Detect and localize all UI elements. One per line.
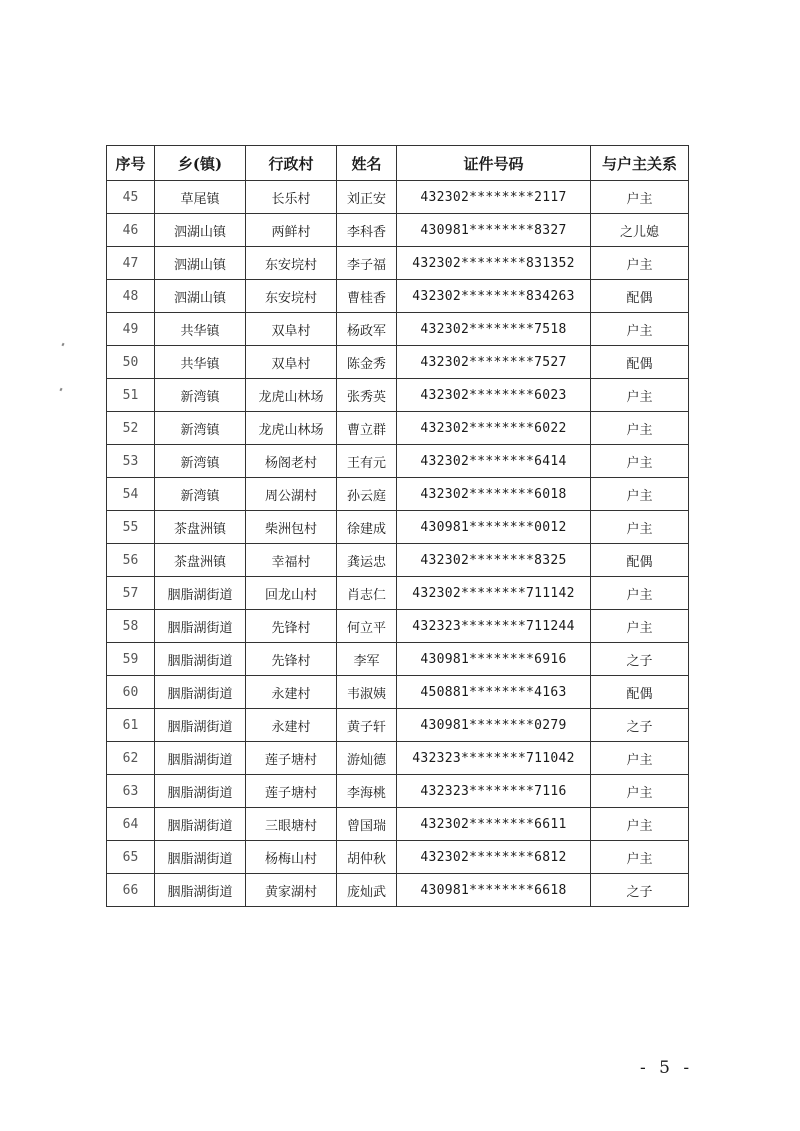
table-row bbox=[107, 412, 689, 445]
cell-relation: 之子 bbox=[591, 874, 689, 907]
cell-relation: 户主 bbox=[591, 247, 689, 280]
cell-id-number: 432302********7518 bbox=[397, 313, 591, 346]
cell-village: 东安垸村 bbox=[246, 280, 337, 313]
cell-township: 新湾镇 bbox=[155, 478, 246, 511]
table-row bbox=[107, 841, 689, 874]
cell-relation: 户主 bbox=[591, 610, 689, 643]
table-row bbox=[107, 280, 689, 313]
table-row bbox=[107, 643, 689, 676]
header-name: 姓名 bbox=[337, 146, 397, 181]
cell-id-number: 432323********711244 bbox=[397, 610, 591, 643]
cell-index: 48 bbox=[107, 280, 155, 313]
cell-township: 胭脂湖街道 bbox=[155, 841, 246, 874]
cell-township: 泗湖山镇 bbox=[155, 214, 246, 247]
cell-township: 胭脂湖街道 bbox=[155, 874, 246, 907]
cell-township: 胭脂湖街道 bbox=[155, 610, 246, 643]
cell-id-number: 432302********7527 bbox=[397, 346, 591, 379]
cell-index: 45 bbox=[107, 181, 155, 214]
cell-township: 共华镇 bbox=[155, 313, 246, 346]
cell-name: 李子福 bbox=[337, 247, 397, 280]
cell-name: 孙云庭 bbox=[337, 478, 397, 511]
cell-id-number: 432302********6018 bbox=[397, 478, 591, 511]
header-id-number: 证件号码 bbox=[397, 146, 591, 181]
cell-relation: 配偶 bbox=[591, 280, 689, 313]
cell-index: 59 bbox=[107, 643, 155, 676]
cell-id-number: 430981********8327 bbox=[397, 214, 591, 247]
cell-relation: 户主 bbox=[591, 511, 689, 544]
cell-name: 陈金秀 bbox=[337, 346, 397, 379]
cell-relation: 之儿媳 bbox=[591, 214, 689, 247]
cell-township: 胭脂湖街道 bbox=[155, 577, 246, 610]
cell-relation: 户主 bbox=[591, 577, 689, 610]
cell-village: 双阜村 bbox=[246, 313, 337, 346]
header-township: 乡(镇) bbox=[155, 146, 246, 181]
cell-relation: 户主 bbox=[591, 181, 689, 214]
header-village: 行政村 bbox=[246, 146, 337, 181]
table-row bbox=[107, 214, 689, 247]
cell-village: 莲子塘村 bbox=[246, 742, 337, 775]
cell-name: 曾国瑞 bbox=[337, 808, 397, 841]
cell-index: 54 bbox=[107, 478, 155, 511]
table-row bbox=[107, 808, 689, 841]
cell-name: 何立平 bbox=[337, 610, 397, 643]
cell-village: 先锋村 bbox=[246, 643, 337, 676]
cell-id-number: 430981********6916 bbox=[397, 643, 591, 676]
cell-village: 龙虎山林场 bbox=[246, 379, 337, 412]
cell-township: 泗湖山镇 bbox=[155, 280, 246, 313]
header-index: 序号 bbox=[107, 146, 155, 181]
cell-name: 胡仲秋 bbox=[337, 841, 397, 874]
cell-name: 李海桃 bbox=[337, 775, 397, 808]
cell-index: 65 bbox=[107, 841, 155, 874]
cell-name: 肖志仁 bbox=[337, 577, 397, 610]
cell-index: 60 bbox=[107, 676, 155, 709]
cell-relation: 配偶 bbox=[591, 676, 689, 709]
cell-index: 53 bbox=[107, 445, 155, 478]
cell-id-number: 432302********711142 bbox=[397, 577, 591, 610]
cell-village: 三眼塘村 bbox=[246, 808, 337, 841]
cell-township: 胭脂湖街道 bbox=[155, 808, 246, 841]
cell-id-number: 432302********6023 bbox=[397, 379, 591, 412]
table-row bbox=[107, 181, 689, 214]
cell-id-number: 432302********6022 bbox=[397, 412, 591, 445]
cell-id-number: 430981********0012 bbox=[397, 511, 591, 544]
cell-name: 李军 bbox=[337, 643, 397, 676]
cell-name: 刘正安 bbox=[337, 181, 397, 214]
table-row bbox=[107, 478, 689, 511]
cell-index: 55 bbox=[107, 511, 155, 544]
cell-name: 杨政军 bbox=[337, 313, 397, 346]
cell-index: 66 bbox=[107, 874, 155, 907]
cell-name: 龚运忠 bbox=[337, 544, 397, 577]
cell-index: 58 bbox=[107, 610, 155, 643]
cell-village: 杨阁老村 bbox=[246, 445, 337, 478]
cell-index: 64 bbox=[107, 808, 155, 841]
table-row bbox=[107, 379, 689, 412]
cell-id-number: 432302********6414 bbox=[397, 445, 591, 478]
cell-township: 胭脂湖街道 bbox=[155, 676, 246, 709]
cell-id-number: 430981********0279 bbox=[397, 709, 591, 742]
cell-index: 62 bbox=[107, 742, 155, 775]
cell-village: 杨梅山村 bbox=[246, 841, 337, 874]
cell-relation: 配偶 bbox=[591, 544, 689, 577]
cell-index: 63 bbox=[107, 775, 155, 808]
cell-name: 曹桂香 bbox=[337, 280, 397, 313]
cell-relation: 户主 bbox=[591, 478, 689, 511]
cell-relation: 户主 bbox=[591, 313, 689, 346]
table-header-row bbox=[107, 146, 689, 181]
cell-id-number: 432302********834263 bbox=[397, 280, 591, 313]
cell-township: 胭脂湖街道 bbox=[155, 742, 246, 775]
cell-id-number: 432302********6611 bbox=[397, 808, 591, 841]
scan-speck bbox=[61, 343, 64, 347]
cell-name: 李科香 bbox=[337, 214, 397, 247]
cell-village: 两鲜村 bbox=[246, 214, 337, 247]
cell-township: 新湾镇 bbox=[155, 445, 246, 478]
cell-name: 徐建成 bbox=[337, 511, 397, 544]
cell-index: 49 bbox=[107, 313, 155, 346]
cell-relation: 配偶 bbox=[591, 346, 689, 379]
table-row bbox=[107, 775, 689, 808]
cell-relation: 户主 bbox=[591, 379, 689, 412]
cell-id-number: 432302********6812 bbox=[397, 841, 591, 874]
cell-id-number: 430981********6618 bbox=[397, 874, 591, 907]
cell-township: 新湾镇 bbox=[155, 412, 246, 445]
cell-index: 46 bbox=[107, 214, 155, 247]
cell-relation: 户主 bbox=[591, 412, 689, 445]
cell-index: 50 bbox=[107, 346, 155, 379]
table-row bbox=[107, 247, 689, 280]
table-row bbox=[107, 445, 689, 478]
cell-township: 新湾镇 bbox=[155, 379, 246, 412]
scan-speck bbox=[59, 388, 62, 392]
cell-name: 王有元 bbox=[337, 445, 397, 478]
cell-village: 先锋村 bbox=[246, 610, 337, 643]
cell-village: 周公湖村 bbox=[246, 478, 337, 511]
cell-name: 黄子轩 bbox=[337, 709, 397, 742]
table-row bbox=[107, 742, 689, 775]
cell-relation: 之子 bbox=[591, 643, 689, 676]
cell-township: 胭脂湖街道 bbox=[155, 709, 246, 742]
cell-index: 57 bbox=[107, 577, 155, 610]
cell-village: 双阜村 bbox=[246, 346, 337, 379]
cell-id-number: 432302********8325 bbox=[397, 544, 591, 577]
cell-township: 泗湖山镇 bbox=[155, 247, 246, 280]
cell-village: 龙虎山林场 bbox=[246, 412, 337, 445]
cell-village: 永建村 bbox=[246, 676, 337, 709]
cell-township: 茶盘洲镇 bbox=[155, 511, 246, 544]
cell-village: 长乐村 bbox=[246, 181, 337, 214]
cell-index: 47 bbox=[107, 247, 155, 280]
table-row bbox=[107, 709, 689, 742]
cell-id-number: 432302********831352 bbox=[397, 247, 591, 280]
table-row bbox=[107, 511, 689, 544]
cell-relation: 之子 bbox=[591, 709, 689, 742]
cell-id-number: 432302********2117 bbox=[397, 181, 591, 214]
cell-village: 永建村 bbox=[246, 709, 337, 742]
cell-village: 黄家湖村 bbox=[246, 874, 337, 907]
cell-relation: 户主 bbox=[591, 841, 689, 874]
cell-name: 游灿德 bbox=[337, 742, 397, 775]
cell-township: 草尾镇 bbox=[155, 181, 246, 214]
table-row bbox=[107, 544, 689, 577]
cell-township: 共华镇 bbox=[155, 346, 246, 379]
cell-id-number: 432323********7116 bbox=[397, 775, 591, 808]
table-row bbox=[107, 346, 689, 379]
cell-name: 庞灿武 bbox=[337, 874, 397, 907]
cell-index: 56 bbox=[107, 544, 155, 577]
cell-relation: 户主 bbox=[591, 808, 689, 841]
cell-village: 东安垸村 bbox=[246, 247, 337, 280]
cell-name: 张秀英 bbox=[337, 379, 397, 412]
cell-village: 柴洲包村 bbox=[246, 511, 337, 544]
table-row bbox=[107, 577, 689, 610]
cell-relation: 户主 bbox=[591, 775, 689, 808]
cell-township: 胭脂湖街道 bbox=[155, 775, 246, 808]
table-row bbox=[107, 874, 689, 907]
cell-name: 韦淑姨 bbox=[337, 676, 397, 709]
page-number: - 5 - bbox=[640, 1058, 694, 1078]
table-row bbox=[107, 610, 689, 643]
cell-index: 61 bbox=[107, 709, 155, 742]
cell-name: 曹立群 bbox=[337, 412, 397, 445]
table-row bbox=[107, 676, 689, 709]
header-relation: 与户主关系 bbox=[591, 146, 689, 181]
cell-index: 52 bbox=[107, 412, 155, 445]
cell-village: 回龙山村 bbox=[246, 577, 337, 610]
cell-index: 51 bbox=[107, 379, 155, 412]
cell-relation: 户主 bbox=[591, 742, 689, 775]
cell-id-number: 432323********711042 bbox=[397, 742, 591, 775]
cell-township: 茶盘洲镇 bbox=[155, 544, 246, 577]
cell-village: 莲子塘村 bbox=[246, 775, 337, 808]
cell-village: 幸福村 bbox=[246, 544, 337, 577]
table-row bbox=[107, 313, 689, 346]
cell-township: 胭脂湖街道 bbox=[155, 643, 246, 676]
roster-table bbox=[106, 145, 689, 907]
cell-relation: 户主 bbox=[591, 445, 689, 478]
cell-id-number: 450881********4163 bbox=[397, 676, 591, 709]
